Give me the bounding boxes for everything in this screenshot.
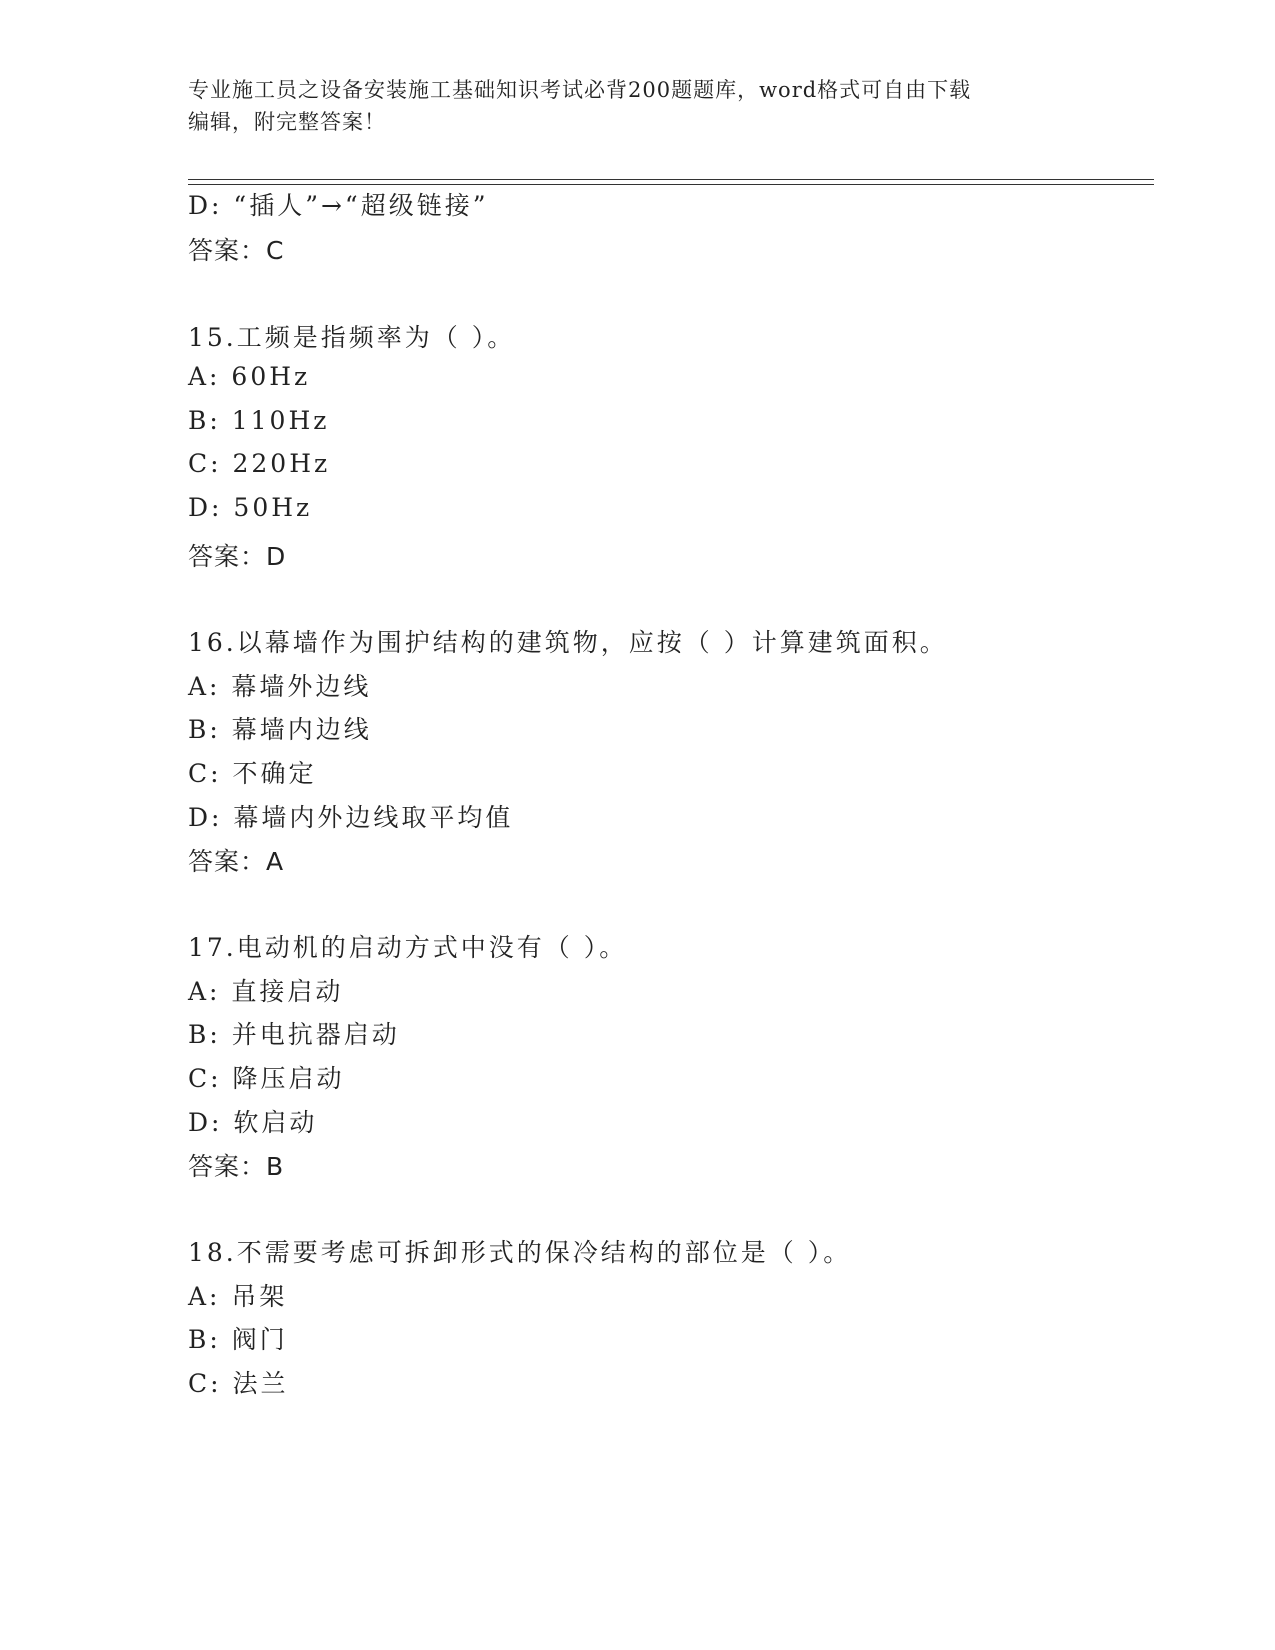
question-16-stem: 16.以幕墙作为围护结构的建筑物，应按（ ）计算建筑面积。 bbox=[188, 628, 948, 657]
question-18-option-a: A: 吊架 bbox=[188, 1282, 288, 1311]
question-17-option-a: A: 直接启动 bbox=[188, 977, 344, 1006]
header-title-line-2: 编辑，附完整答案！ bbox=[188, 110, 386, 134]
question-15-option-a: A: 60Hz bbox=[188, 362, 311, 391]
question-17-answer: 答案：B bbox=[188, 1152, 285, 1181]
question-16-option-b: B: 幕墙内边线 bbox=[188, 715, 372, 744]
question-18-option-c: C: 法兰 bbox=[188, 1369, 289, 1398]
question-17-option-c: C: 降压启动 bbox=[188, 1064, 345, 1093]
question-16-option-c: C: 不确定 bbox=[188, 759, 317, 788]
question-15-option-c: C: 220Hz bbox=[188, 449, 331, 478]
question-17-option-b: B: 并电抗器启动 bbox=[188, 1020, 400, 1049]
question-15-option-b: B: 110Hz bbox=[188, 406, 330, 435]
question-18-stem: 18.不需要考虑可拆卸形式的保冷结构的部位是（ ）。 bbox=[188, 1238, 852, 1267]
question-18-option-b: B: 阀门 bbox=[188, 1325, 288, 1354]
question-15-option-d: D: 50Hz bbox=[188, 493, 313, 522]
header-title-line-1: 专业施工员之设备安装施工基础知识考试必背200题题库，word格式可自由下载 bbox=[188, 78, 972, 102]
question-15-answer: 答案：D bbox=[188, 542, 287, 571]
question-16-option-a: A: 幕墙外边线 bbox=[188, 672, 372, 701]
question-16-option-d: D: 幕墙内外边线取平均值 bbox=[188, 803, 514, 832]
question-16-answer: 答案：A bbox=[188, 847, 285, 876]
question-17-option-d: D: 软启动 bbox=[188, 1108, 318, 1137]
carryover-answer: 答案：C bbox=[188, 236, 285, 265]
carryover-option-d: D: “插人”→“超级链接” bbox=[188, 191, 489, 220]
header-divider bbox=[188, 179, 1154, 185]
question-15-stem: 15.工频是指频率为（ ）。 bbox=[188, 323, 516, 352]
question-17-stem: 17.电动机的启动方式中没有（ ）。 bbox=[188, 933, 628, 962]
page-header bbox=[188, 74, 1068, 138]
